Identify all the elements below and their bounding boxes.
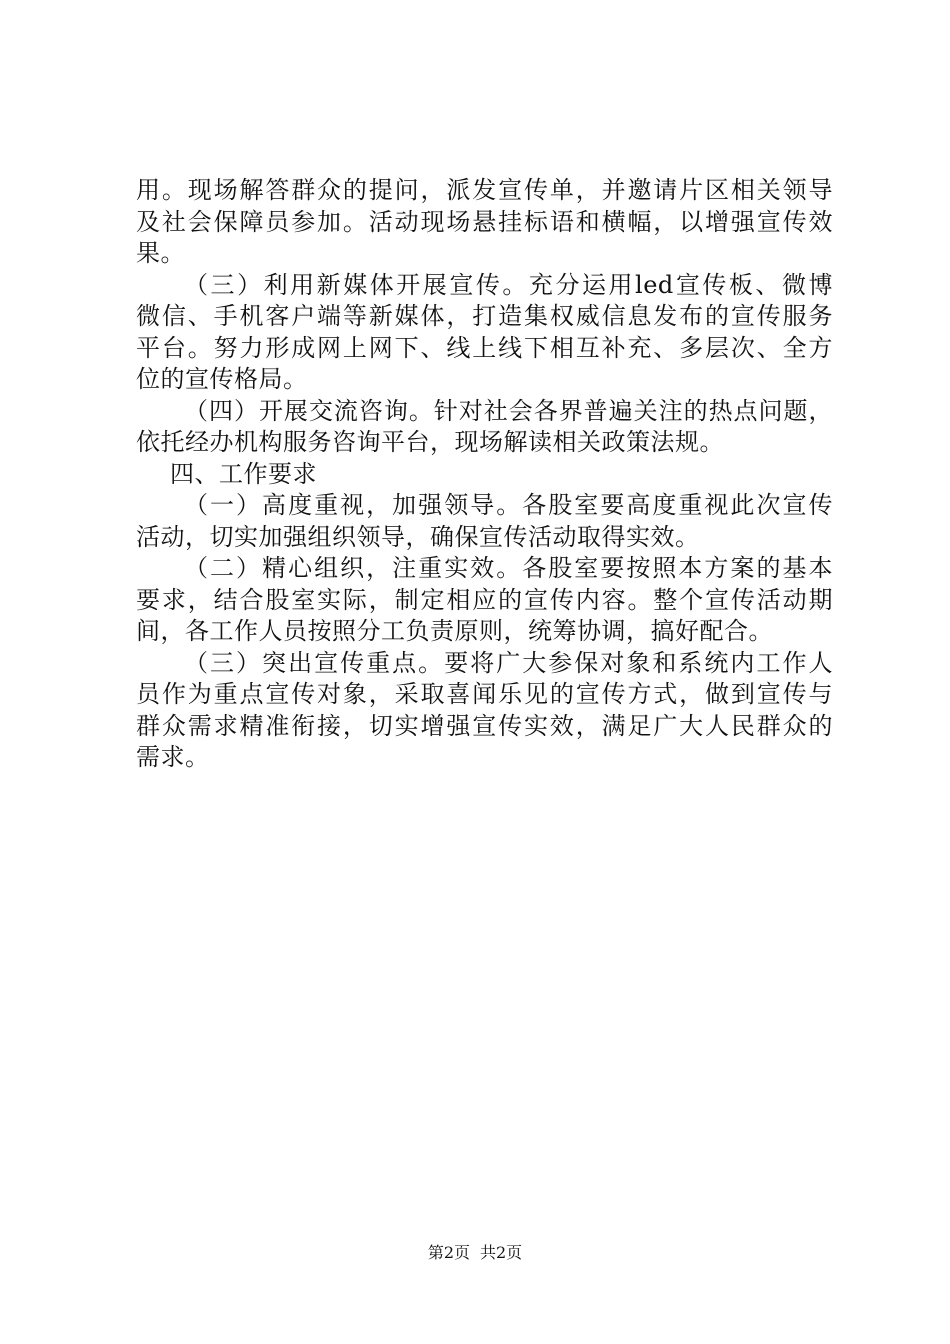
text-line: （三）突出宣传重点。要将广大参保对象和系统内工作人 [184,648,833,677]
text-line: （一）高度重视，加强领导。各股室要高度重视此次宣传 [184,491,833,519]
text-line: 平台。努力形成网上网下、线上线下相互补充、多层次、全方 [136,333,833,362]
text-line: （三）利用新媒体开展宣传。充分运用led宣传板、微博 [184,270,833,299]
text-line: 四、工作要求 [170,459,317,488]
text-line: 间，各工作人员按照分工负责原则，统筹协调，搞好配合。 [136,617,773,645]
text-line: 用。现场解答群众的提问，派发宣传单，并邀请片区相关领导 [136,176,833,204]
page-footer [0,1243,950,1263]
text-line: 活动，切实加强组织领导，确保宣传活动取得实效。 [136,522,700,551]
page-total: 共2页 [480,1243,523,1262]
text-line: 需求。 [136,743,210,771]
page-number: 第2页 [427,1243,470,1262]
text-line: 果。 [136,239,185,267]
text-line: （四）开展交流咨询。针对社会各界普遍关注的热点问题， [184,396,833,425]
text-line: 及社会保障员参加。活动现场悬挂标语和横幅，以增强宣传效 [136,207,833,236]
text-line: （二）精心组织，注重实效。各股室要按照本方案的基本 [184,554,833,582]
text-line: 依托经办机构服务咨询平台，现场解读相关政策法规。 [136,428,724,456]
text-line: 要求，结合股室实际，制定相应的宣传内容。整个宣传活动期 [136,585,833,614]
text-line: 微信、手机客户端等新媒体，打造集权威信息发布的宣传服务 [136,302,833,330]
text-line: 位的宣传格局。 [136,365,308,393]
text-line: 群众需求精准衔接，切实增强宣传实效，满足广大人民群众的 [136,711,833,740]
document-body [136,175,833,774]
text-line: 员作为重点宣传对象，采取喜闻乐见的宣传方式，做到宣传与 [136,680,833,708]
